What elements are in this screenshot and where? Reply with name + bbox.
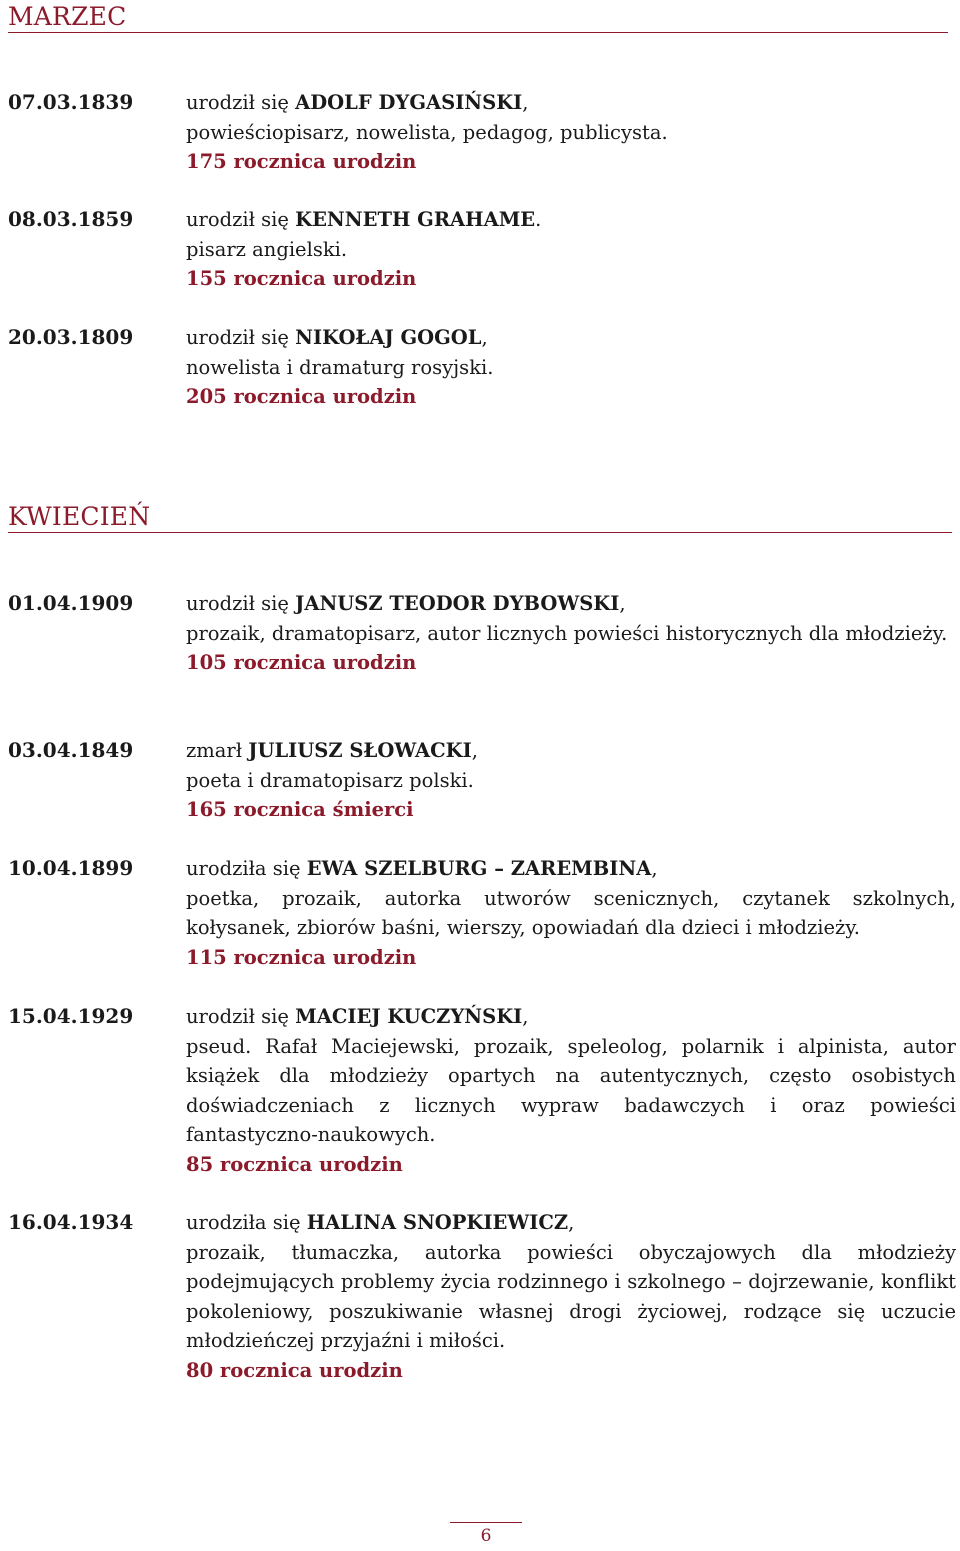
entry-date: 20.03.1809 [8,325,134,349]
person-name: ADOLF DYGASIŃSKI [295,91,523,114]
person-name: EWA SZELBURG – ZAREMBINA [306,857,652,880]
page-number: 6 [480,1526,492,1546]
entry-date: 15.04.1929 [8,1004,134,1028]
anniversary-label: 175 rocznica urodzin [186,150,417,173]
anniversary-label: 155 rocznica urodzin [186,267,417,290]
entry-verb: urodził się [186,592,296,615]
section-heading-march: MARZEC [8,2,948,33]
entry-punct: , [522,91,529,114]
entry-date: 03.04.1849 [8,738,134,762]
entry-punct: , [568,1211,575,1234]
footer-rule [450,1522,522,1523]
anniversary-label: 205 rocznica urodzin [186,385,417,408]
entry-date: 16.04.1934 [8,1210,134,1234]
section-heading-april: KWIECIEŃ [8,502,952,533]
person-name: JANUSZ TEODOR DYBOWSKI [295,592,620,615]
entry-verb: urodził się [186,1005,296,1028]
person-name: MACIEJ KUCZYŃSKI [295,1005,523,1028]
entry-punct: , [619,592,626,615]
entry-description: prozaik, tłumaczka, autorka powieści obyczajowych dla młodzieży podejmujących problemy życia rodzinnego i szkolnego – dojrzewanie, konflikt pokoleniowy, poszukiwanie własnej drogi życiowej, rodzące się uczucie młodzieńczej przyjaźni i miłości. [186,1240,956,1352]
person-name: HALINA SNOPKIEWICZ [306,1211,569,1234]
entry-description: poetka, prozaik, autorka utworów scenicznych, czytanek szkolnych, kołysanek, zbiorów baśni, wierszy, opowiadań dla dzieci i młodzieży. [186,886,956,939]
entry-description: prozaik, dramatopisarz, autor licznych powieści historycznych dla młodzieży. [186,621,948,645]
entry-punct: , [522,1005,529,1028]
entry-verb: urodziła się [186,1211,307,1234]
entry-date: 10.04.1899 [8,856,134,880]
person-name: JULIUSZ SŁOWACKI [248,739,472,762]
entry-verb: urodziła się [186,857,307,880]
entry-punct: , [481,326,488,349]
person-name: NIKOŁAJ GOGOL [295,326,482,349]
anniversary-label: 165 rocznica śmierci [186,798,414,821]
anniversary-label: 105 rocznica urodzin [186,651,417,674]
person-name: KENNETH GRAHAME [295,208,536,231]
anniversary-label: 115 rocznica urodzin [186,945,417,969]
entry-verb: urodził się [186,91,296,114]
entry-description: pisarz angielski. [186,237,348,261]
entry-description: poeta i dramatopisarz polski. [186,768,474,792]
entry-verb: zmarł [186,739,249,762]
anniversary-label: 85 rocznica urodzin [186,1152,403,1176]
entry-verb: urodził się [186,208,296,231]
entry-description: pseud. Rafał Maciejewski, prozaik, speleolog, polarnik i alpinista, autor książek dla młodzieży opartych na autentycznych, często osobistych doświadczeniach z licznych wypraw badawczych i oraz powieści fantastyczno-naukowych. [186,1034,956,1146]
anniversary-label: 80 rocznica urodzin [186,1358,403,1382]
entry-punct: , [471,739,478,762]
entry-date: 07.03.1839 [8,90,134,114]
entry-punct: . [535,208,542,231]
entry-date: 08.03.1859 [8,207,134,231]
entry-punct: , [651,857,658,880]
entry-date: 01.04.1909 [8,591,134,615]
entry-description: powieściopisarz, nowelista, pedagog, publicysta. [186,120,668,144]
entry-verb: urodził się [186,326,296,349]
entry-description: nowelista i dramaturg rosyjski. [186,355,494,379]
